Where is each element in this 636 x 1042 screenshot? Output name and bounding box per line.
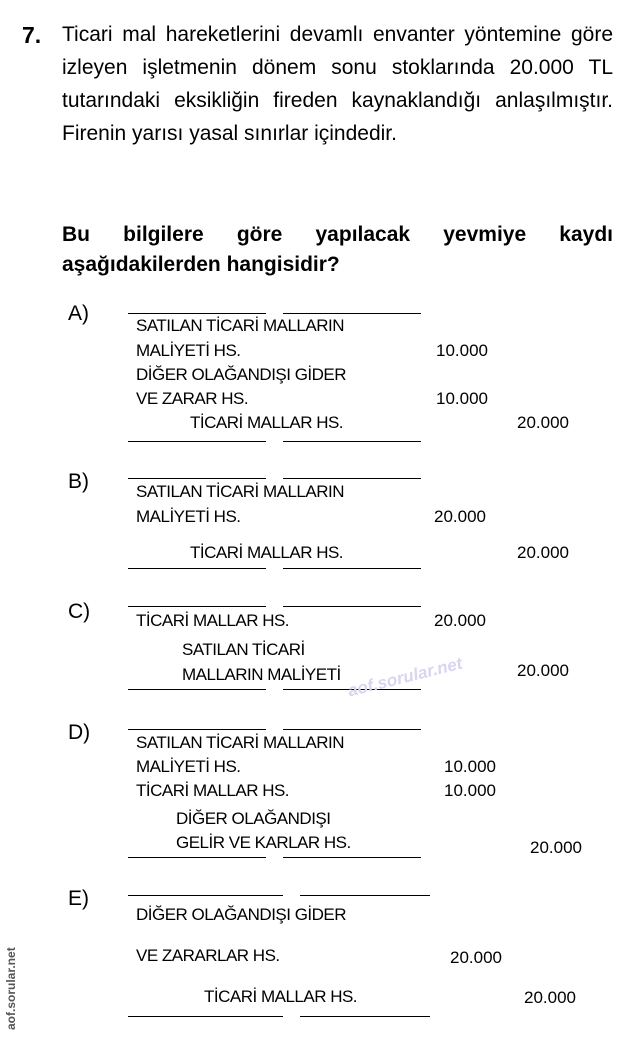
journal-rule (283, 441, 421, 442)
credit-account: MALLARIN MALİYETİ (182, 665, 341, 684)
debit-account: MALİYETİ HS. (136, 507, 241, 526)
journal-rule (283, 857, 421, 858)
watermark: aof.sorular.net (346, 653, 465, 701)
debit-account: SATILAN TİCARİ MALLARIN (136, 733, 344, 752)
debit-amount: 10.000 (444, 757, 496, 776)
option-letter: A) (68, 302, 89, 325)
journal-rule (128, 895, 283, 896)
question-stem: Ticari mal hareketlerini devamlı envanter yöntemine göre izleyen işletmenin dönem sonu stoklarında 20.000 TL tutarındaki eksikliğin fireden kaynaklandığı anlaşılmıştır. Firenin yarısı yasal sınırlar içindedir. (62, 23, 613, 145)
credit-amount: 20.000 (530, 838, 582, 857)
journal-rule (128, 1016, 283, 1017)
debit-account: SATILAN TİCARİ MALLARIN (136, 482, 344, 501)
journal-rule (128, 313, 266, 314)
debit-account: VE ZARAR HS. (136, 389, 249, 408)
credit-account: SATILAN TİCARİ (182, 640, 305, 659)
debit-amount: 20.000 (434, 611, 486, 630)
journal-rule (128, 729, 266, 730)
journal-rule (128, 441, 266, 442)
debit-amount: 10.000 (444, 781, 496, 800)
journal-rule (128, 857, 266, 858)
credit-account: TİCARİ MALLAR HS. (190, 543, 344, 562)
option-letter: B) (68, 470, 89, 493)
option-letter: D) (68, 721, 91, 744)
credit-amount: 20.000 (517, 543, 569, 562)
credit-account: TİCARİ MALLAR HS. (190, 413, 344, 432)
journal-rule (283, 729, 421, 730)
question-prompt: Bu bilgilere göre yapılacak yevmiye kaydı aşağıdakilerden hangisidir? (62, 223, 613, 276)
debit-amount: 10.000 (436, 389, 488, 408)
debit-amount: 10.000 (436, 341, 488, 360)
debit-account: DİĞER OLAĞANDIŞI GİDER (136, 905, 347, 924)
journal-rule (283, 568, 421, 569)
debit-account: TİCARİ MALLAR HS. (136, 781, 290, 800)
debit-amount: 20.000 (450, 948, 502, 967)
journal-rule (283, 313, 421, 314)
credit-amount: 20.000 (517, 661, 569, 680)
credit-account: TİCARİ MALLAR HS. (204, 987, 358, 1006)
option-letter: C) (68, 600, 91, 623)
side-watermark: aof.sorular.net (4, 947, 18, 1030)
journal-rule (128, 568, 266, 569)
credit-amount: 20.000 (524, 988, 576, 1007)
journal-rule (128, 606, 266, 607)
credit-account: GELİR VE KARLAR HS. (176, 833, 351, 852)
credit-account: DİĞER OLAĞANDIŞI (176, 809, 331, 828)
journal-rule (128, 689, 266, 690)
debit-account: VE ZARARLAR HS. (136, 946, 280, 965)
question-number: 7. (22, 22, 42, 48)
debit-account: DİĞER OLAĞANDIŞI GİDER (136, 365, 347, 384)
journal-rule (128, 478, 266, 479)
debit-account: SATILAN TİCARİ MALLARIN (136, 316, 344, 335)
option-letter: E) (68, 887, 89, 910)
debit-account: MALİYETİ HS. (136, 341, 241, 360)
debit-amount: 20.000 (434, 507, 486, 526)
journal-rule (300, 895, 430, 896)
credit-amount: 20.000 (517, 413, 569, 432)
journal-rule (283, 478, 421, 479)
journal-rule (283, 606, 421, 607)
debit-account: MALİYETİ HS. (136, 757, 241, 776)
debit-account: TİCARİ MALLAR HS. (136, 611, 290, 630)
journal-rule (300, 1016, 430, 1017)
